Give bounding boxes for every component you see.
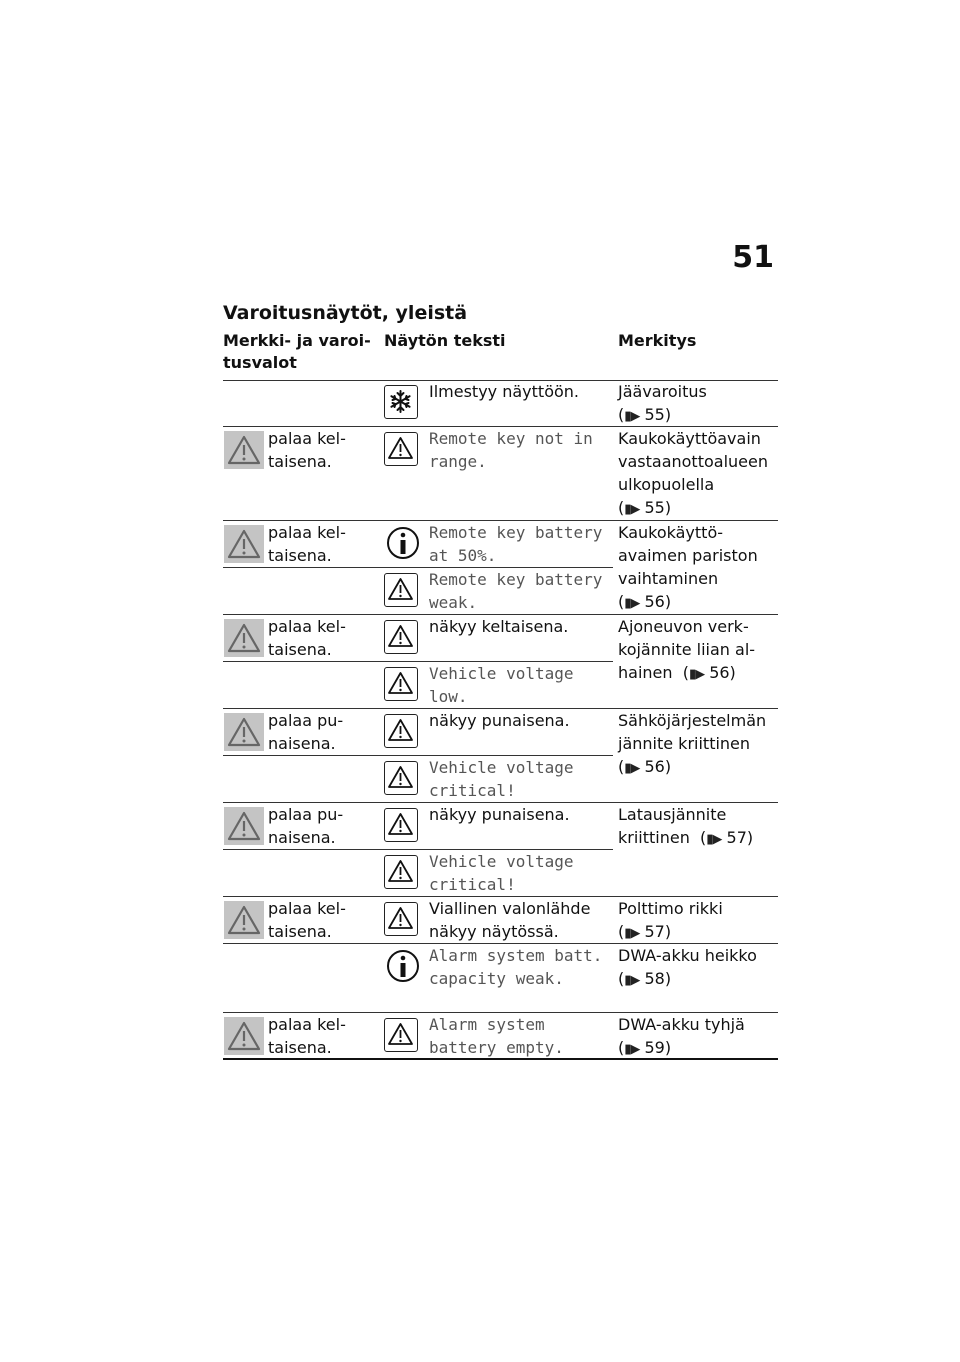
page-reference-arrow-icon: ▮▶ xyxy=(624,502,640,517)
display-text: Viallinen valonlähde näkyy näytössä. xyxy=(429,899,591,941)
display-text: näkyy punaisena. xyxy=(429,805,570,824)
lamp-text: palaa keltaisena. xyxy=(268,429,346,471)
lamp-text: palaa keltaisena. xyxy=(268,617,346,659)
warning-triangle-icon xyxy=(384,432,418,466)
lamp-text: palaa punaisena. xyxy=(268,711,344,753)
meaning-text: Kaukokäyttöavaimen pariston vaihtaminen xyxy=(618,523,758,588)
page-reference-arrow-icon: ▮▶ xyxy=(624,1042,640,1057)
warning-lamp-icon xyxy=(224,901,264,939)
page-reference-number: 56) xyxy=(644,757,672,776)
page-reference-arrow-icon: ▮▶ xyxy=(624,409,640,424)
page-reference-number: 55) xyxy=(644,498,672,517)
lamp-text: palaa keltaisena. xyxy=(268,523,346,565)
display-text-mono: Vehicle voltage critical! xyxy=(429,758,574,800)
info-icon xyxy=(386,525,420,561)
section-title: Varoitusnäytöt, yleistä xyxy=(223,302,468,324)
display-text-mono: Alarm system battery empty. xyxy=(429,1015,564,1057)
page-reference-arrow-icon: ▮▶ xyxy=(624,596,640,611)
snowflake-icon xyxy=(384,385,418,419)
page-reference-number: 57) xyxy=(726,828,754,847)
lamp-text: palaa keltaisena. xyxy=(268,899,346,941)
lamp-text: palaa punaisena. xyxy=(268,805,344,847)
meaning-text: DWA-akku tyhjä xyxy=(618,1015,745,1034)
page-reference[interactable]: (▮▶ 57) xyxy=(695,828,753,847)
header-lamps: Merkki- ja varoitusvalot xyxy=(223,331,371,372)
page-reference-number: 57) xyxy=(644,922,672,941)
page-reference[interactable]: (▮▶ 55) xyxy=(618,403,778,428)
display-text-mono: Vehicle voltage critical! xyxy=(429,852,574,894)
page-reference-arrow-icon: ▮▶ xyxy=(624,926,640,941)
header-meaning: Merkitys xyxy=(618,331,697,350)
display-text-mono: Vehicle voltage low. xyxy=(429,664,574,706)
page-reference[interactable]: (▮▶ 55) xyxy=(618,496,778,521)
meaning-text: Polttimo rikki xyxy=(618,899,723,918)
meaning-cell xyxy=(618,944,778,992)
display-text: näkyy punaisena. xyxy=(429,711,570,730)
page-reference-number: 58) xyxy=(644,969,672,988)
meaning-text: Sähköjärjestelmän jännite kriittinen xyxy=(618,711,767,753)
page-reference-arrow-icon: ▮▶ xyxy=(688,667,705,682)
warning-lamp-icon xyxy=(224,525,264,563)
warning-triangle-icon xyxy=(384,761,418,795)
page-reference-number: 56) xyxy=(644,592,672,611)
meaning-cell xyxy=(618,615,778,686)
display-text-mono: Alarm system batt. capacity weak. xyxy=(429,946,603,988)
meaning-cell xyxy=(618,803,778,851)
meaning-cell xyxy=(618,1013,778,1061)
warning-triangle-icon xyxy=(384,902,418,936)
warning-triangle-icon xyxy=(384,1018,418,1052)
display-text-mono: Remote key battery weak. xyxy=(429,570,603,612)
page-reference-number: 59) xyxy=(644,1038,672,1057)
meaning-text: Jäävaroitus xyxy=(618,382,707,401)
warning-lamp-icon xyxy=(224,713,264,751)
warning-triangle-icon xyxy=(384,855,418,889)
display-text-mono: Remote key battery at 50%. xyxy=(429,523,603,565)
meaning-text: DWA-akku heikko xyxy=(618,946,757,965)
meaning-text: Ajoneuvon verkkojännite liian alhainen xyxy=(618,617,756,682)
page-reference[interactable]: (▮▶ 56) xyxy=(618,755,778,780)
page-reference[interactable]: (▮▶ 56) xyxy=(678,663,736,682)
meaning-text: Latausjännite kriittinen xyxy=(618,805,727,847)
meaning-text: Kaukokäyttöavain vastaanottoalueen ulkopuolella xyxy=(618,429,768,494)
page-reference[interactable]: (▮▶ 59) xyxy=(618,1036,778,1061)
warning-triangle-icon xyxy=(384,808,418,842)
warning-lamp-icon xyxy=(224,807,264,845)
meaning-cell xyxy=(618,380,778,428)
page-reference-number: 56) xyxy=(709,663,736,682)
warning-triangle-icon xyxy=(384,620,418,654)
meaning-cell xyxy=(618,521,778,615)
lamp-text: palaa keltaisena. xyxy=(268,1015,346,1057)
meaning-cell xyxy=(618,427,778,521)
page-reference[interactable]: (▮▶ 58) xyxy=(618,967,778,992)
page-reference-number: 55) xyxy=(644,405,672,424)
warning-lamp-icon xyxy=(224,619,264,657)
meaning-cell xyxy=(618,709,778,780)
page-reference-arrow-icon: ▮▶ xyxy=(624,973,640,988)
warning-triangle-icon xyxy=(384,573,418,607)
page-reference[interactable]: (▮▶ 56) xyxy=(618,590,778,615)
page-reference[interactable]: (▮▶ 57) xyxy=(618,920,778,945)
warning-lamp-icon xyxy=(224,431,264,469)
warning-triangle-icon xyxy=(384,667,418,701)
display-text-mono: Remote key not in range. xyxy=(429,429,593,471)
page-number: 51 xyxy=(732,240,774,275)
page-reference-arrow-icon: ▮▶ xyxy=(706,832,722,847)
page-reference-arrow-icon: ▮▶ xyxy=(624,761,640,776)
header-display-text: Näytön teksti xyxy=(384,331,506,350)
info-icon xyxy=(386,948,420,984)
display-text: näkyy keltaisena. xyxy=(429,617,569,636)
warning-lamp-icon xyxy=(224,1017,264,1055)
display-text: Ilmestyy näyttöön. xyxy=(429,382,579,401)
meaning-cell xyxy=(618,897,778,945)
warning-triangle-icon xyxy=(384,714,418,748)
